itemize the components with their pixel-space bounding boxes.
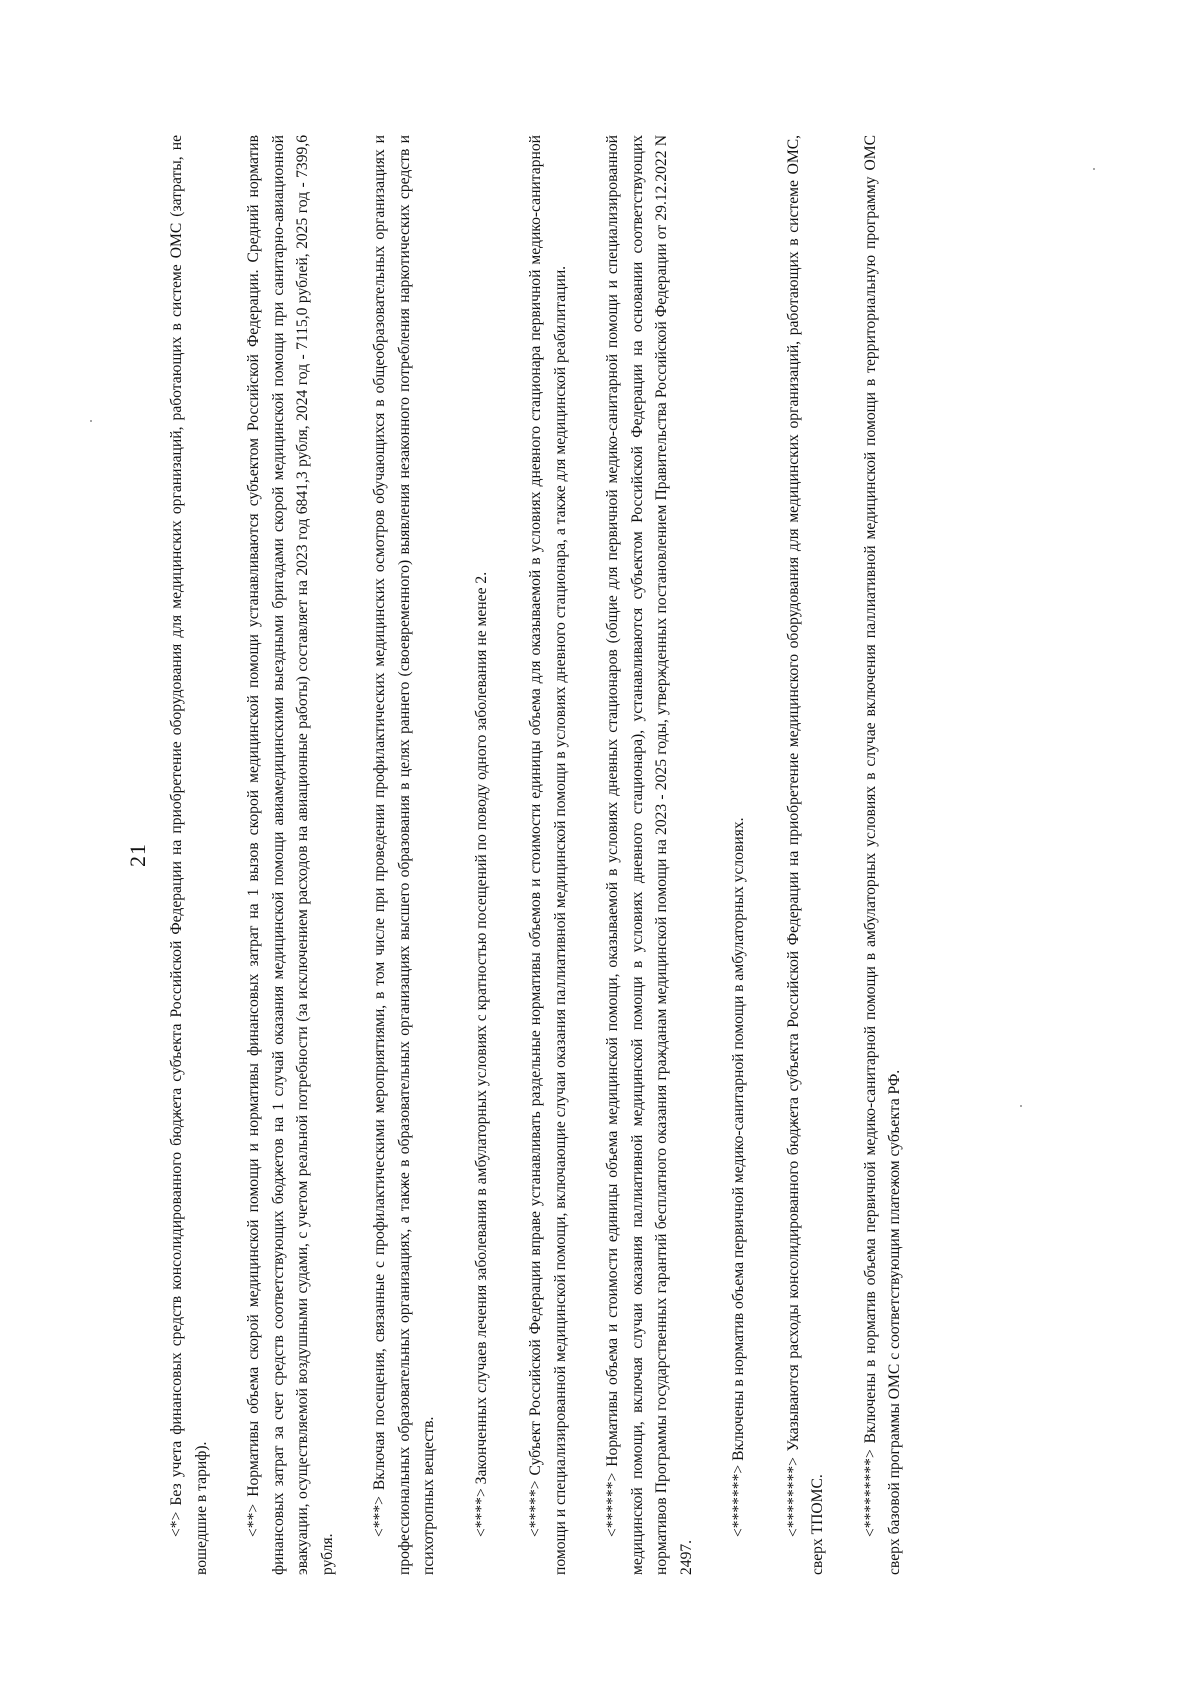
footnotes	[165, 135, 936, 1575]
footnote-5: <*****> Субъект Российской Федерации вправе устанавливать раздельные нормативы объемов и стоимости единицы объема для оказываемой в условиях дневного стационара первичной медико-санитарной помощи и специализированной медицинской помощи, включающие случаи оказания паллиативной медицинской помощи в условиях дневного стационара, а также для медицинской реабилитации.	[527, 135, 569, 1575]
footnote-6: <******> Нормативы объема и стоимости единицы объема медицинской помощи, оказываемой в условиях дневных стационаров (общие для первичной медико-санитарной помощи и специализированной медицинской помощи, включая случаи оказания паллиативной медицинской помощи в условиях дневного стационара), устанавливаются субъектом Российской Федерации на основании соответствующих нормативов Программы государственных гарантий бесплатного оказания гражданам медицинской помощи на 2023 - 2025 годы, утвержденных постановлением Правительства Российской Федерации от 29.12.2022 N 2497.	[604, 135, 695, 1575]
scan-speck	[90, 420, 92, 422]
rotated-page-content	[125, 135, 985, 1575]
footnote-3: <***> Включая посещения, связанные с профилактическими мероприятиями, в том числе при проведении профилактических медицинских осмотров обучающихся в общеобразовательных организациях и профессиональных образовательных организациях, а также в образовательных организациях высшего образования в целях раннего (своевременного) выявления незаконного потребления наркотических средств и психотропных веществ.	[371, 135, 437, 1575]
footnote-7: <*******> Включены в норматив объема первичной медико-санитарной помощи в амбулаторных условиях.	[730, 817, 747, 1537]
page-number: 21	[125, 843, 150, 867]
footnote-2: <**> Нормативы объема скорой медицинской помощи и нормативы финансовых затрат на 1 вызов скорой медицинской помощи устанавливаются субъектом Российской Федерации. Средний норматив финансовых затрат за счет средств соответствующих бюджетов на 1 случай оказания медицинской помощи авиамедицинскими выездными бригадами скорой медицинской помощи при санитарно-авиационной эвакуации, осуществляемой воздушными судами, с учетом реальной потребности (за исключением расходов на авиационные работы) составляет на 2023 год 6841,3 рубля, 2024 год - 7115,0 рублей, 2025 год - 7399,6 рубля.	[245, 135, 336, 1575]
footnote-8: <********> Указываются расходы консолидированного бюджета субъекта Российской Федерации на приобретение медицинского оборудования для медицинских организаций, работающих в системе ОМС, сверх ТПОМС.	[784, 135, 826, 1575]
footnote-4: <****> Законченных случаев лечения заболевания в амбулаторных условиях с кратностью посещений по поводу одного заболевания не менее 2.	[472, 571, 490, 1537]
scan-speck	[1020, 1105, 1022, 1107]
footnote-9: <*********> Включены в норматив объема первичной медико-санитарной помощи в амбулаторных условиях в случае включения паллиативной медицинской помощи в территориальную программу ОМС сверх базовой программы ОМС с соответствующим платежом субъекта РФ.	[861, 135, 903, 1575]
scan-speck	[1093, 168, 1095, 170]
footnote-1: <*> Без учета финансовых средств консолидированного бюджета субъекта Российской Федерации на приобретение оборудования для медицинских организаций, работающих в системе ОМС (затраты, не вошедшие в тариф).	[168, 135, 210, 1575]
